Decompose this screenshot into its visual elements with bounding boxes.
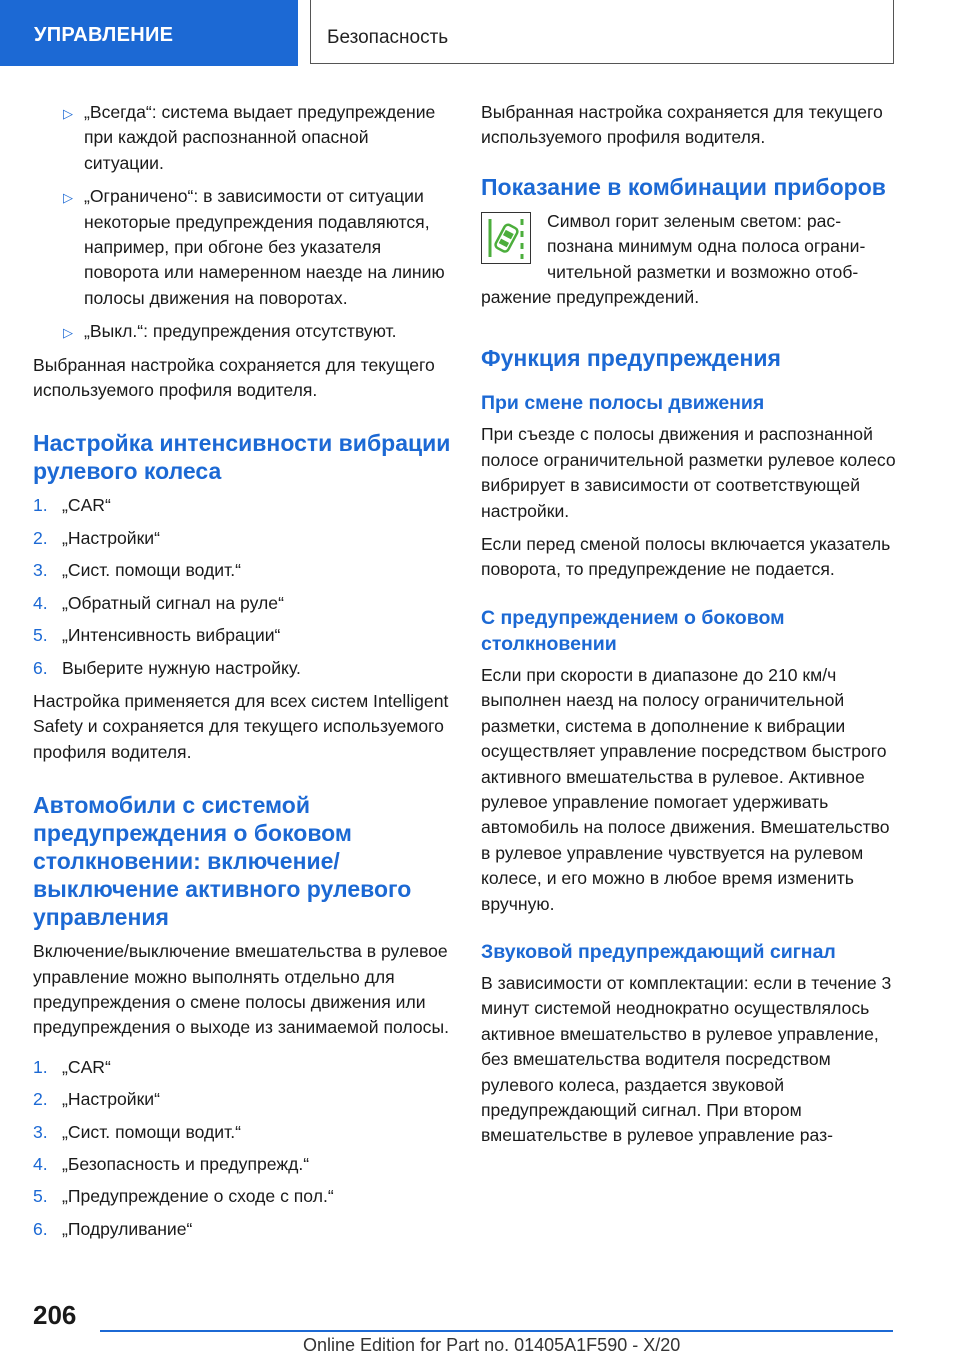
paragraph: Выбранная настройка сохраняется для текущего используемого профиля водителя. — [481, 102, 883, 148]
list-item: ▷ „Ограничено“: в зависимости от ситуации некоторые предупреждения подавляются, например, при обгоне без указателя поворота или намеренном наезде на линию полосы движения на поворотах. — [63, 186, 445, 308]
heading-sound-signal: Звуковой предупреждающий сигнал — [481, 940, 836, 963]
triangle-bullet-icon: ▷ — [63, 190, 73, 206]
paragraph: Если перед сменой полосы включается указатель поворота, то предупреждение не подается. — [481, 534, 891, 580]
list-item: 2. „Настройки“ — [33, 527, 160, 548]
warning-mode-list — [33, 100, 451, 345]
heading-vehicles: Автомобили с системой предупреждения о боковом столкновении: включение/ выключение активного рулевого управления — [33, 792, 412, 931]
footer-edition: Online Edition for Part no. 01405A1F590 - X/20 — [303, 1335, 681, 1355]
right-column — [481, 100, 899, 1157]
heading-lane-change: При смене полосы движения — [481, 392, 765, 415]
list-item: 1. „CAR“ — [33, 1056, 111, 1077]
heading-function: Функция предупреждения — [481, 345, 781, 372]
list-item: 1. „CAR“ — [33, 495, 111, 516]
paragraph: При съезде с полосы движения и распознанной полосе ограничительной разметки рулевое колесо вибрирует в зависимости от соответствующей настройки. — [481, 424, 896, 521]
list-item: 4. „Безопасность и предупрежд.“ — [33, 1153, 310, 1174]
list-item: 2. „Настройки“ — [33, 1089, 160, 1110]
chapter-title: Безопасность — [327, 27, 449, 48]
list-item: 6. „Подруливание“ — [33, 1218, 193, 1239]
paragraph: В зависимости от комплектации: если в течение 3 минут системой неоднократно осуществлялось активное вмешательство в рулевое управление, без вмешательства водителя посредством рулевого колеса, раздается звуковой предупреждающий сигнал. При втором вмешательстве в рулевое управление раз- — [481, 972, 892, 1146]
list-item: 3. „Сист. помощи водит.“ — [33, 560, 241, 581]
list-item: ▷ „Выкл.“: предупреждения отсутствуют. — [33, 319, 451, 344]
lane-keeping-icon — [481, 212, 531, 264]
footer-divider — [100, 1330, 893, 1332]
list-item: 5. „Интенсивность вибрации“ — [33, 625, 281, 646]
list-item: ▷ „Всегда“: система выдает предупреждение при каждой распознанной опасной ситуации. — [63, 102, 436, 173]
paragraph: Символ горит зеленым светом: распознана минимум одна полоса ограничительной разметки и возможно отображение предупреждений. — [481, 210, 866, 308]
steps-list-steering — [33, 1055, 451, 1242]
list-item: 3. „Сист. помощи водит.“ — [33, 1121, 241, 1142]
steps-list-intensity — [33, 493, 451, 680]
left-column — [33, 100, 451, 1250]
section-tab — [0, 0, 298, 66]
chapter-tab — [310, 0, 894, 64]
section-title: УПРАВЛЕНИЕ — [34, 24, 174, 46]
page-header — [0, 0, 960, 66]
paragraph: Если при скорости в диапазоне до 210 км/ч выполнен наезд на полосу ограничительной разметки, система в дополнение к вибрации осуществляет управление посредством быстрого активного вмешательства в рулевое. Активное рулевое управление помогает удерживать автомобиль на полосе движения. Вмешательство в рулевое управление чувствуется на рулевом колесе, и его можно в любое время изменить вручную. — [481, 664, 890, 914]
paragraph: Выбранная настройка сохраняется для текущего используемого профиля водителя. — [33, 354, 435, 401]
triangle-bullet-icon: ▷ — [63, 325, 73, 341]
list-item: 5. „Предупреждение о сходе с пол.“ — [33, 1186, 334, 1207]
list-item: 4. „Обратный сигнал на руле“ — [33, 592, 284, 613]
list-item: 6. Выберите нужную настройку. — [33, 657, 301, 678]
paragraph: Настройка применяется для всех систем Intelligent Safety и сохраняется для текущего используемого профиля водителя. — [33, 690, 449, 762]
triangle-bullet-icon: ▷ — [63, 106, 73, 121]
heading-side-collision: С предупреждением о боковом столкновении — [481, 606, 785, 655]
paragraph: Включение/выключение вмешательства в рулевое управление можно выполнять отдельно для предупреждения о смене полосы движения или предупреждения о выходе из занимаемой полосы. — [33, 941, 449, 1038]
page-number: 206 — [33, 1300, 77, 1330]
heading-intensity: Настройка интенсивности вибрации рулевого колеса — [33, 430, 451, 485]
heading-display: Показание в комбинации приборов — [481, 173, 886, 200]
symbol-paragraph — [481, 209, 899, 311]
